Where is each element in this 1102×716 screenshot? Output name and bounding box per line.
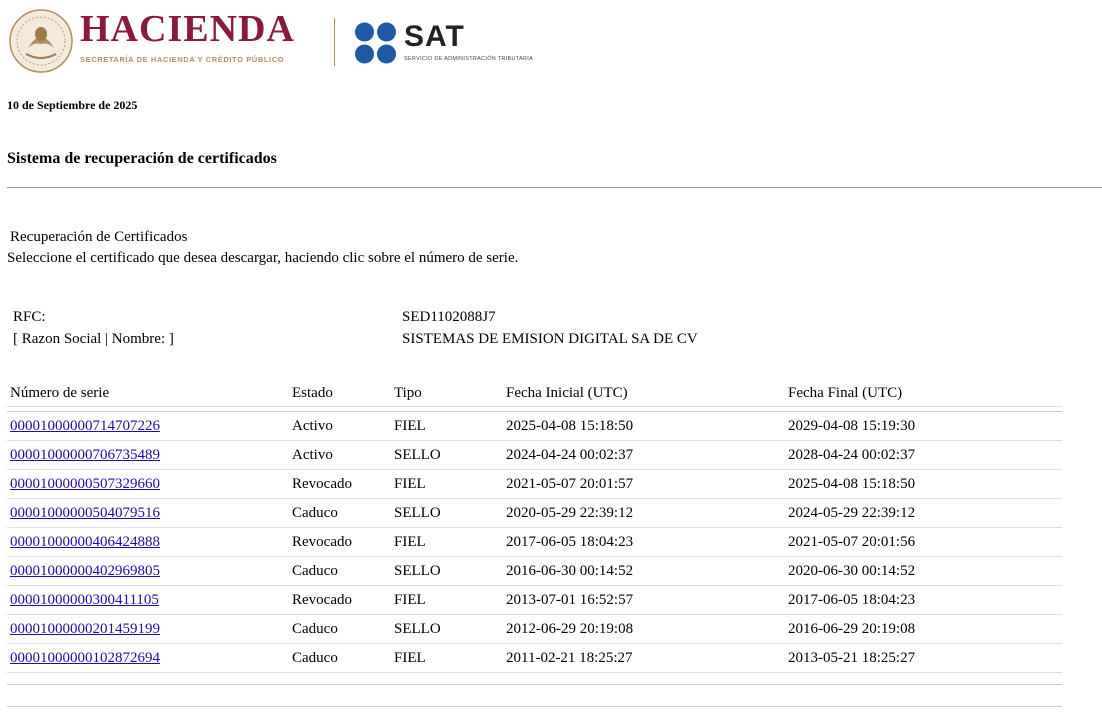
end-date-cell: 2021-05-07 20:01:56: [785, 528, 1062, 557]
type-cell: FIEL: [391, 470, 503, 499]
header-end-date: Fecha Final (UTC): [785, 380, 1062, 407]
status-cell: Caduco: [289, 499, 391, 528]
end-date-cell: 2025-04-08 15:18:50: [785, 470, 1062, 499]
serial-number-link[interactable]: 00001000000102872694: [10, 649, 160, 666]
title-divider: [7, 187, 1102, 188]
hacienda-subtitle: SECRETARÍA DE HACIENDA Y CRÉDITO PÚBLICO: [80, 55, 285, 64]
rfc-label: RFC:: [13, 309, 46, 325]
type-cell: SELLO: [391, 615, 503, 644]
type-cell: FIEL: [391, 644, 503, 673]
header-status: Estado: [289, 380, 391, 407]
page-title: Sistema de recuperación de certificados: [7, 150, 277, 167]
serial-number-link[interactable]: 00001000000402969805: [10, 562, 160, 579]
type-cell: FIEL: [391, 528, 503, 557]
instructions-text: Seleccione el certificado que desea descargar, haciendo clic sobre el número de serie.: [7, 250, 519, 266]
current-date: 10 de Septiembre de 2025: [7, 98, 138, 112]
page-header: [0, 0, 1102, 86]
start-date-cell: 2013-07-01 16:52:57: [503, 586, 785, 615]
serial-number-link[interactable]: 00001000000714707226: [10, 417, 160, 434]
status-cell: Caduco: [289, 644, 391, 673]
status-cell: Activo: [289, 412, 391, 441]
page-bottom-divider: [7, 706, 1062, 707]
type-cell: SELLO: [391, 557, 503, 586]
table-bottom-divider: [7, 684, 1062, 685]
start-date-cell: 2025-04-08 15:18:50: [503, 412, 785, 441]
type-cell: SELLO: [391, 499, 503, 528]
name-value: SISTEMAS DE EMISION DIGITAL SA DE CV: [402, 331, 698, 347]
certificates-table: [7, 380, 1062, 673]
status-cell: Revocado: [289, 528, 391, 557]
start-date-cell: 2011-02-21 18:25:27: [503, 644, 785, 673]
end-date-cell: 2013-05-21 18:25:27: [785, 644, 1062, 673]
end-date-cell: 2024-05-29 22:39:12: [785, 499, 1062, 528]
start-date-cell: 2017-06-05 18:04:23: [503, 528, 785, 557]
table-row: [7, 615, 1062, 644]
status-cell: Activo: [289, 441, 391, 470]
type-cell: FIEL: [391, 586, 503, 615]
serial-number-link[interactable]: 00001000000300411105: [10, 591, 159, 608]
header-start-date: Fecha Inicial (UTC): [503, 380, 785, 407]
header-divider: [334, 18, 335, 66]
national-seal-logo: [8, 8, 74, 74]
rfc-value: SED1102088J7: [402, 309, 496, 325]
header-serial: Número de serie: [7, 380, 289, 407]
table-row: [7, 557, 1062, 586]
start-date-cell: 2016-06-30 00:14:52: [503, 557, 785, 586]
type-cell: SELLO: [391, 441, 503, 470]
hacienda-title: HACIENDA: [80, 8, 295, 50]
table-row: [7, 470, 1062, 499]
end-date-cell: 2016-06-29 20:19:08: [785, 615, 1062, 644]
serial-number-link[interactable]: 00001000000706735489: [10, 446, 160, 463]
name-label: [ Razon Social | Nombre: ]: [13, 331, 174, 347]
serial-number-link[interactable]: 00001000000406424888: [10, 533, 160, 550]
end-date-cell: 2017-06-05 18:04:23: [785, 586, 1062, 615]
sat-subtitle: SERVICIO DE ADMINISTRACIÓN TRIBUTARIA: [404, 56, 534, 62]
sat-logo-icon: [354, 22, 398, 64]
table-row: [7, 644, 1062, 673]
end-date-cell: 2029-04-08 15:19:30: [785, 412, 1062, 441]
start-date-cell: 2012-06-29 20:19:08: [503, 615, 785, 644]
serial-number-link[interactable]: 00001000000504079516: [10, 504, 160, 521]
status-cell: Revocado: [289, 470, 391, 499]
start-date-cell: 2024-04-24 00:02:37: [503, 441, 785, 470]
end-date-cell: 2020-06-30 00:14:52: [785, 557, 1062, 586]
start-date-cell: 2021-05-07 20:01:57: [503, 470, 785, 499]
sat-title: SAT: [404, 20, 465, 53]
serial-number-link[interactable]: 00001000000507329660: [10, 475, 160, 492]
status-cell: Caduco: [289, 615, 391, 644]
status-cell: Revocado: [289, 586, 391, 615]
table-row: [7, 441, 1062, 470]
serial-number-link[interactable]: 00001000000201459199: [10, 620, 160, 637]
header-type: Tipo: [391, 380, 503, 407]
table-row: [7, 586, 1062, 615]
type-cell: FIEL: [391, 412, 503, 441]
table-row: [7, 499, 1062, 528]
table-header-row: [7, 380, 1062, 407]
section-heading: Recuperación de Certificados: [10, 229, 188, 245]
table-row: [7, 412, 1062, 441]
end-date-cell: 2028-04-24 00:02:37: [785, 441, 1062, 470]
table-row: [7, 528, 1062, 557]
status-cell: Caduco: [289, 557, 391, 586]
start-date-cell: 2020-05-29 22:39:12: [503, 499, 785, 528]
